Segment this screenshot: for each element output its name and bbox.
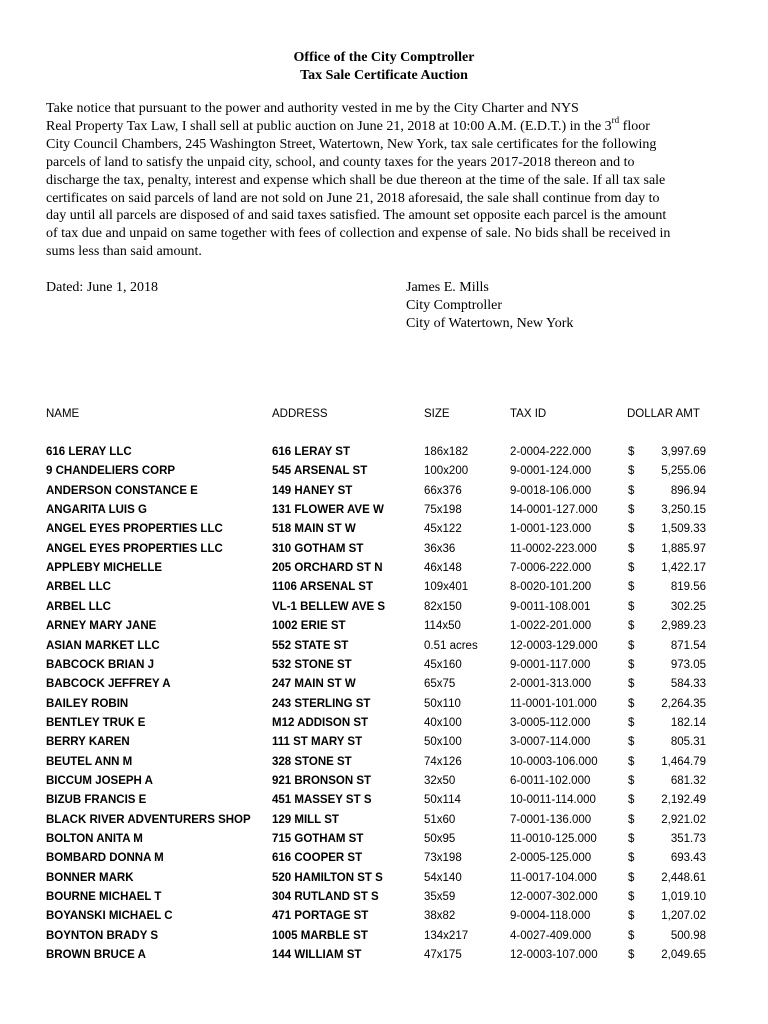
parcel-dollar-amount: 2,264.35 xyxy=(661,697,706,710)
parcel-size: 38x82 xyxy=(424,910,456,923)
parcel-size: 186x182 xyxy=(424,446,469,458)
table-row xyxy=(0,443,768,461)
table-row xyxy=(0,520,768,538)
parcel-size: 109x401 xyxy=(424,581,469,594)
parcel-owner-name: BONNER MARK xyxy=(46,871,134,884)
parcel-address: 328 STONE ST xyxy=(272,755,352,768)
parcel-tax-id: 12-0003-107.000 xyxy=(510,949,598,962)
parcel-address: 921 BRONSON ST xyxy=(272,774,372,787)
parcel-dollar-amount: 500.98 xyxy=(670,929,706,942)
parcel-owner-name: BAILEY ROBIN xyxy=(46,697,129,710)
parcel-address: 451 MASSEY ST S xyxy=(272,794,372,807)
parcel-tax-id: 2-0004-222.000 xyxy=(510,446,592,458)
parcel-size: 50x95 xyxy=(424,833,456,845)
parcel-size: 0.51 acres xyxy=(424,639,478,652)
parcel-dollar-amount: 1,422.17 xyxy=(661,562,706,575)
currency-symbol: $ xyxy=(628,891,635,904)
header-dollar-amount: DOLLAR AMT xyxy=(627,408,700,420)
parcel-owner-name: ANGARITA LUIS G xyxy=(46,504,147,517)
parcel-tax-id: 11-0017-104.000 xyxy=(510,871,597,884)
parcel-tax-id: 7-0006-222.000 xyxy=(510,562,592,575)
parcel-owner-name: ARBEL LLC xyxy=(46,600,111,613)
parcel-size: 114x50 xyxy=(424,620,461,633)
parcel-dollar-amount: 1,885.97 xyxy=(661,542,706,555)
parcel-tax-id: 12-0007-302.000 xyxy=(510,891,598,904)
table-row xyxy=(0,598,768,616)
table-row xyxy=(0,927,768,945)
table-row xyxy=(0,811,768,829)
table-row xyxy=(0,617,768,635)
parcel-size: 75x198 xyxy=(424,504,462,517)
parcel-owner-name: 616 LERAY LLC xyxy=(46,446,132,458)
notice-line: City Council Chambers, 245 Washington Street, Watertown, New York, tax sale certificates for the following xyxy=(46,136,657,152)
parcel-owner-name: BLACK RIVER ADVENTURERS SHOP xyxy=(46,813,251,826)
currency-symbol: $ xyxy=(628,774,635,787)
currency-symbol: $ xyxy=(628,639,635,652)
parcel-address: 532 STONE ST xyxy=(272,658,352,671)
parcel-size: 46x148 xyxy=(424,562,462,575)
notice-line: discharge the tax, penalty, interest and expense which shall be due thereon at the time of the sale. If all tax sale xyxy=(46,172,666,188)
parcel-dollar-amount: 681.32 xyxy=(670,774,706,787)
parcel-dollar-amount: 1,509.33 xyxy=(661,523,706,536)
notice-line: certificates on said parcels of land are not sold on June 21, 2018 aforesaid, the sale shall continue from day to xyxy=(46,190,660,206)
parcel-tax-id: 2-0005-125.000 xyxy=(510,852,592,865)
parcel-dollar-amount: 2,192.49 xyxy=(661,794,706,807)
parcel-tax-id: 14-0001-127.000 xyxy=(510,504,598,517)
parcel-address: 1002 ERIE ST xyxy=(272,620,346,633)
ordinal-superscript: rd xyxy=(611,115,620,126)
parcel-dollar-amount: 5,255.06 xyxy=(661,465,706,478)
parcel-size: 40x100 xyxy=(424,716,462,729)
signer-role: City Comptroller xyxy=(406,298,503,313)
parcel-owner-name: BABCOCK JEFFREY A xyxy=(46,678,171,691)
parcel-address: 149 HANEY ST xyxy=(272,484,353,497)
parcel-dollar-amount: 2,989.23 xyxy=(661,620,706,633)
table-row xyxy=(0,753,768,771)
table-header-row xyxy=(0,405,768,423)
table-row xyxy=(0,656,768,674)
parcel-address: 520 HAMILTON ST S xyxy=(272,871,383,884)
table-row xyxy=(0,714,768,732)
currency-symbol: $ xyxy=(628,736,635,749)
parcel-owner-name: BABCOCK BRIAN J xyxy=(46,658,154,671)
parcel-address: 131 FLOWER AVE W xyxy=(272,504,384,517)
parcel-size: 36x36 xyxy=(424,542,456,555)
parcel-tax-id: 10-0011-114.000 xyxy=(510,794,596,807)
table-row xyxy=(0,578,768,596)
parcel-size: 51x60 xyxy=(424,813,456,826)
table-row xyxy=(0,482,768,500)
parcel-owner-name: 9 CHANDELIERS CORP xyxy=(46,465,176,478)
parcel-size: 45x122 xyxy=(424,523,462,536)
parcel-address: 552 STATE ST xyxy=(272,639,349,652)
currency-symbol: $ xyxy=(628,929,635,942)
header-size: SIZE xyxy=(424,408,450,420)
parcel-address: 129 MILL ST xyxy=(272,813,339,826)
currency-symbol: $ xyxy=(628,871,635,884)
parcel-size: 50x110 xyxy=(424,697,461,710)
currency-symbol: $ xyxy=(628,755,635,768)
parcel-owner-name: ANGEL EYES PROPERTIES LLC xyxy=(46,523,223,536)
parcel-owner-name: BOMBARD DONNA M xyxy=(46,852,164,865)
currency-symbol: $ xyxy=(628,716,635,729)
header-name: NAME xyxy=(46,408,80,420)
parcel-address: 304 RUTLAND ST S xyxy=(272,891,379,904)
parcel-tax-id: 8-0020-101.200 xyxy=(510,581,592,594)
parcel-dollar-amount: 3,997.69 xyxy=(661,446,706,458)
table-row xyxy=(0,540,768,558)
parcel-tax-id: 7-0001-136.000 xyxy=(510,813,592,826)
signature-block xyxy=(406,279,573,333)
parcel-size: 54x140 xyxy=(424,871,462,884)
parcel-address: 545 ARSENAL ST xyxy=(272,465,368,478)
notice-line: Take notice that pursuant to the power and authority vested in me by the City Charter and NYS xyxy=(46,101,579,116)
parcel-size: 35x59 xyxy=(424,891,456,904)
parcel-owner-name: BOLTON ANITA M xyxy=(46,833,143,845)
parcel-address: 111 ST MARY ST xyxy=(272,736,363,749)
table-row xyxy=(0,830,768,848)
currency-symbol: $ xyxy=(628,910,635,923)
parcel-size: 47x175 xyxy=(424,949,462,962)
parcel-address: 243 STERLING ST xyxy=(272,697,371,710)
table-row xyxy=(0,907,768,925)
table-row xyxy=(0,462,768,480)
parcel-address: VL-1 BELLEW AVE S xyxy=(272,600,386,613)
parcel-owner-name: BIZUB FRANCIS E xyxy=(46,794,147,807)
parcel-dollar-amount: 351.73 xyxy=(670,833,706,845)
currency-symbol: $ xyxy=(628,794,635,807)
parcel-size: 50x114 xyxy=(424,794,461,807)
currency-symbol: $ xyxy=(628,542,635,555)
parcel-tax-id: 9-0018-106.000 xyxy=(510,484,592,497)
parcel-tax-id: 9-0011-108.001 xyxy=(510,600,591,613)
currency-symbol: $ xyxy=(628,523,635,536)
parcel-dollar-amount: 693.43 xyxy=(670,852,706,865)
parcel-owner-name: BICCUM JOSEPH A xyxy=(46,774,153,787)
currency-symbol: $ xyxy=(628,813,635,826)
parcel-owner-name: ARBEL LLC xyxy=(46,581,111,594)
parcel-address: 616 LERAY ST xyxy=(272,446,350,458)
parcel-size: 66x376 xyxy=(424,484,462,497)
currency-symbol: $ xyxy=(628,852,635,865)
parcel-tax-id: 4-0027-409.000 xyxy=(510,929,592,942)
notice-line: of tax due and unpaid on same together with fees of collection and expense of sale. No bids shall be received in xyxy=(46,226,671,242)
parcel-tax-id: 9-0001-124.000 xyxy=(510,465,592,478)
parcel-tax-id: 3-0007-114.000 xyxy=(510,736,591,749)
parcel-tax-id: 2-0001-313.000 xyxy=(510,678,592,691)
parcel-owner-name: ARNEY MARY JANE xyxy=(46,620,157,633)
parcel-size: 45x160 xyxy=(424,658,462,671)
parcel-size: 82x150 xyxy=(424,600,462,613)
notice-line xyxy=(46,115,746,136)
parcel-size: 100x200 xyxy=(424,465,469,478)
parcel-tax-id: 11-0001-101.000 xyxy=(510,697,597,710)
parcel-owner-name: BENTLEY TRUK E xyxy=(46,716,146,729)
notice-paragraph xyxy=(46,100,746,261)
currency-symbol: $ xyxy=(628,949,635,962)
parcel-size: 73x198 xyxy=(424,852,462,865)
parcel-owner-name: BOYANSKI MICHAEL C xyxy=(46,910,173,923)
parcel-size: 50x100 xyxy=(424,736,462,749)
table-row xyxy=(0,869,768,887)
parcel-address: 715 GOTHAM ST xyxy=(272,833,364,845)
parcel-tax-id: 3-0005-112.000 xyxy=(510,716,591,729)
currency-symbol: $ xyxy=(628,658,635,671)
parcel-tax-id: 1-0022-201.000 xyxy=(510,620,592,633)
signer-organization: City of Watertown, New York xyxy=(406,316,574,331)
table-row xyxy=(0,772,768,790)
parcel-tax-id: 1-0001-123.000 xyxy=(510,523,592,536)
parcel-address: 310 GOTHAM ST xyxy=(272,542,364,555)
table-row xyxy=(0,733,768,751)
parcel-tax-id: 11-0010-125.000 xyxy=(510,833,597,845)
parcel-owner-name: BOYNTON BRADY S xyxy=(46,929,159,942)
table-row xyxy=(0,791,768,809)
table-row xyxy=(0,946,768,964)
parcel-owner-name: BERRY KAREN xyxy=(46,736,130,749)
table-row xyxy=(0,637,768,655)
signer-name: James E. Mills xyxy=(406,280,489,295)
table-row xyxy=(0,675,768,693)
parcel-tax-id: 9-0001-117.000 xyxy=(510,658,591,671)
notice-line-text: Real Property Tax Law, I shall sell at public auction on June 21, 2018 at 10:00 A.M. (E.D.T.) in the 3 xyxy=(46,118,612,134)
parcel-tax-id: 12-0003-129.000 xyxy=(510,639,598,652)
header-tax-id: TAX ID xyxy=(510,408,547,420)
parcel-dollar-amount: 302.25 xyxy=(670,600,706,613)
parcel-owner-name: BEUTEL ANN M xyxy=(46,755,133,768)
parcel-dollar-amount: 584.33 xyxy=(670,678,706,691)
parcel-dollar-amount: 2,921.02 xyxy=(661,813,706,826)
parcel-address: 518 MAIN ST W xyxy=(272,523,356,536)
notice-line: parcels of land to satisfy the unpaid city, school, and county taxes for the years 2017-2018 thereon and to xyxy=(46,154,635,170)
notice-line: sums less than said amount. xyxy=(46,244,202,260)
currency-symbol: $ xyxy=(628,600,635,613)
currency-symbol: $ xyxy=(628,833,635,845)
parcel-address: 1005 MARBLE ST xyxy=(272,929,368,942)
parcel-size: 32x50 xyxy=(424,774,456,787)
parcel-tax-id: 6-0011-102.000 xyxy=(510,774,591,787)
parcel-dollar-amount: 3,250.15 xyxy=(661,504,706,517)
parcel-dollar-amount: 1,019.10 xyxy=(661,891,706,904)
parcel-size: 65x75 xyxy=(424,678,456,691)
parcel-dollar-amount: 1,207.02 xyxy=(661,910,706,923)
parcel-dollar-amount: 182.14 xyxy=(670,716,706,729)
parcel-tax-id: 11-0002-223.000 xyxy=(510,542,597,555)
parcel-dollar-amount: 973.05 xyxy=(670,658,706,671)
parcel-address: 1106 ARSENAL ST xyxy=(272,581,373,594)
parcel-owner-name: APPLEBY MICHELLE xyxy=(46,562,163,575)
parcel-dollar-amount: 896.94 xyxy=(670,484,706,497)
dated-line: Dated: June 1, 2018 xyxy=(46,280,158,295)
parcel-dollar-amount: 871.54 xyxy=(670,639,706,652)
table-row xyxy=(0,849,768,867)
parcel-address: 471 PORTAGE ST xyxy=(272,910,369,923)
currency-symbol: $ xyxy=(628,562,635,575)
currency-symbol: $ xyxy=(628,581,635,594)
header-address: ADDRESS xyxy=(272,408,328,420)
currency-symbol: $ xyxy=(628,484,635,497)
currency-symbol: $ xyxy=(628,465,635,478)
parcel-address: 144 WILLIAM ST xyxy=(272,949,362,962)
parcel-dollar-amount: 2,049.65 xyxy=(661,949,706,962)
document-subtitle: Tax Sale Certificate Auction xyxy=(300,68,468,83)
currency-symbol: $ xyxy=(628,504,635,517)
parcel-address: 205 ORCHARD ST N xyxy=(272,562,383,575)
currency-symbol: $ xyxy=(628,678,635,691)
parcel-owner-name: BOURNE MICHAEL T xyxy=(46,891,162,904)
notice-line-tail: floor xyxy=(619,118,650,134)
document-title: Office of the City Comptroller xyxy=(293,50,475,65)
parcel-dollar-amount: 2,448.61 xyxy=(661,871,706,884)
parcel-address: 616 COOPER ST xyxy=(272,852,363,865)
parcel-size: 74x126 xyxy=(424,755,462,768)
table-row xyxy=(0,501,768,519)
table-row xyxy=(0,695,768,713)
notice-line: day until all parcels are disposed of and said taxes satisfied. The amount set opposite each parcel is the amount xyxy=(46,208,667,224)
parcel-dollar-amount: 805.31 xyxy=(670,736,706,749)
parcel-owner-name: ANDERSON CONSTANCE E xyxy=(46,484,198,497)
parcel-owner-name: ANGEL EYES PROPERTIES LLC xyxy=(46,542,223,555)
currency-symbol: $ xyxy=(628,446,635,458)
table-row xyxy=(0,888,768,906)
parcel-tax-id: 10-0003-106.000 xyxy=(510,755,598,768)
parcel-owner-name: ASIAN MARKET LLC xyxy=(46,639,160,652)
parcel-address: M12 ADDISON ST xyxy=(272,716,369,729)
parcel-dollar-amount: 819.56 xyxy=(670,581,706,594)
parcel-address: 247 MAIN ST W xyxy=(272,678,356,691)
table-row xyxy=(0,559,768,577)
parcel-tax-id: 9-0004-118.000 xyxy=(510,910,591,923)
parcel-owner-name: BROWN BRUCE A xyxy=(46,949,146,962)
parcel-size: 134x217 xyxy=(424,929,469,942)
currency-symbol: $ xyxy=(628,697,635,710)
parcel-dollar-amount: 1,464.79 xyxy=(661,755,706,768)
currency-symbol: $ xyxy=(628,620,635,633)
